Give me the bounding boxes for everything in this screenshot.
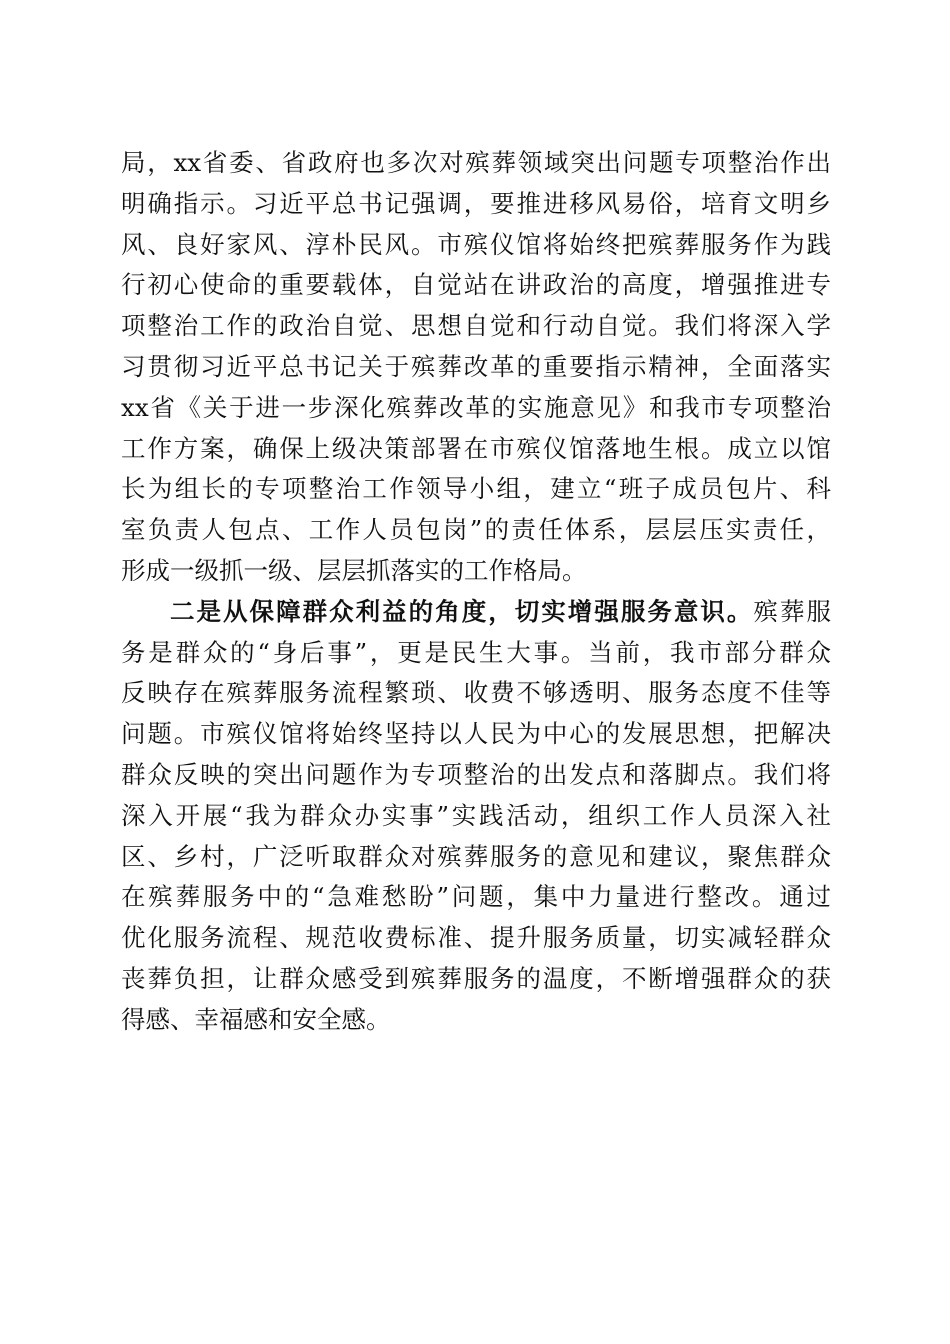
- text-line: 丧葬负担，让群众感受到殡葬服务的温度，不断增强群众的获: [121, 963, 831, 993]
- text-line: 群众反映的突出问题作为专项整治的出发点和落脚点。我们将: [121, 759, 831, 789]
- text-line: [121, 592, 831, 633]
- text-line: 优化服务流程、规范收费标准、提升服务质量，切实减轻群众: [121, 923, 831, 953]
- text-line: 形成一级抓一级、层层抓落实的工作格局。: [121, 555, 587, 585]
- text-line: 深入开展“我为群众办实事”实践活动，组织工作人员深入社: [121, 800, 831, 830]
- text-line: 项整治工作的政治自觉、思想自觉和行动自觉。我们将深入学: [121, 311, 831, 341]
- text-line: 务是群众的“身后事”，更是民生大事。当前，我市部分群众: [121, 637, 831, 667]
- text-line: 得感、幸福感和安全感。: [121, 1004, 391, 1034]
- text-line: 长为组长的专项整治工作领导小组，建立“班子成员包片、科: [121, 474, 831, 504]
- text-run: 殡葬服: [753, 596, 832, 626]
- text-line: 区、乡村，广泛听取群众对殡葬服务的意见和建议，聚焦群众: [121, 841, 831, 871]
- paragraph-lead-heading: 二是从保障群众利益的角度，切实增强服务意识。: [170, 596, 754, 626]
- text-line: 风、良好家风、淳朴民风。市殡仪馆将始终把殡葬服务作为践: [121, 229, 831, 259]
- text-line: 室负责人包点、工作人员包岗”的责任体系，层层压实责任，: [121, 515, 831, 545]
- text-line: 局，xx省委、省政府也多次对殡葬领域突出问题专项整治作出: [121, 148, 831, 177]
- text-line: 在殡葬服务中的“急难愁盼”问题，集中力量进行整改。通过: [121, 882, 831, 912]
- paragraph-1: [121, 143, 831, 592]
- text-line: xx省《关于进一步深化殡葬改革的实施意见》和我市专项整治: [121, 392, 831, 422]
- text-line: 习贯彻习近平总书记关于殡葬改革的重要指示精神，全面落实: [121, 351, 831, 381]
- document-body: [121, 143, 831, 1041]
- text-line: 问题。市殡仪馆将始终坚持以人民为中心的发展思想，把解决: [121, 719, 831, 749]
- text-line: 行初心使命的重要载体，自觉站在讲政治的高度，增强推进专: [121, 270, 831, 300]
- text-line: 明确指示。习近平总书记强调，要推进移风易俗，培育文明乡: [121, 188, 831, 218]
- text-line: 反映存在殡葬服务流程繁琐、收费不够透明、服务态度不佳等: [121, 678, 831, 708]
- paragraph-2: [121, 592, 831, 1041]
- text-line: 工作方案，确保上级决策部署在市殡仪馆落地生根。成立以馆: [121, 433, 831, 463]
